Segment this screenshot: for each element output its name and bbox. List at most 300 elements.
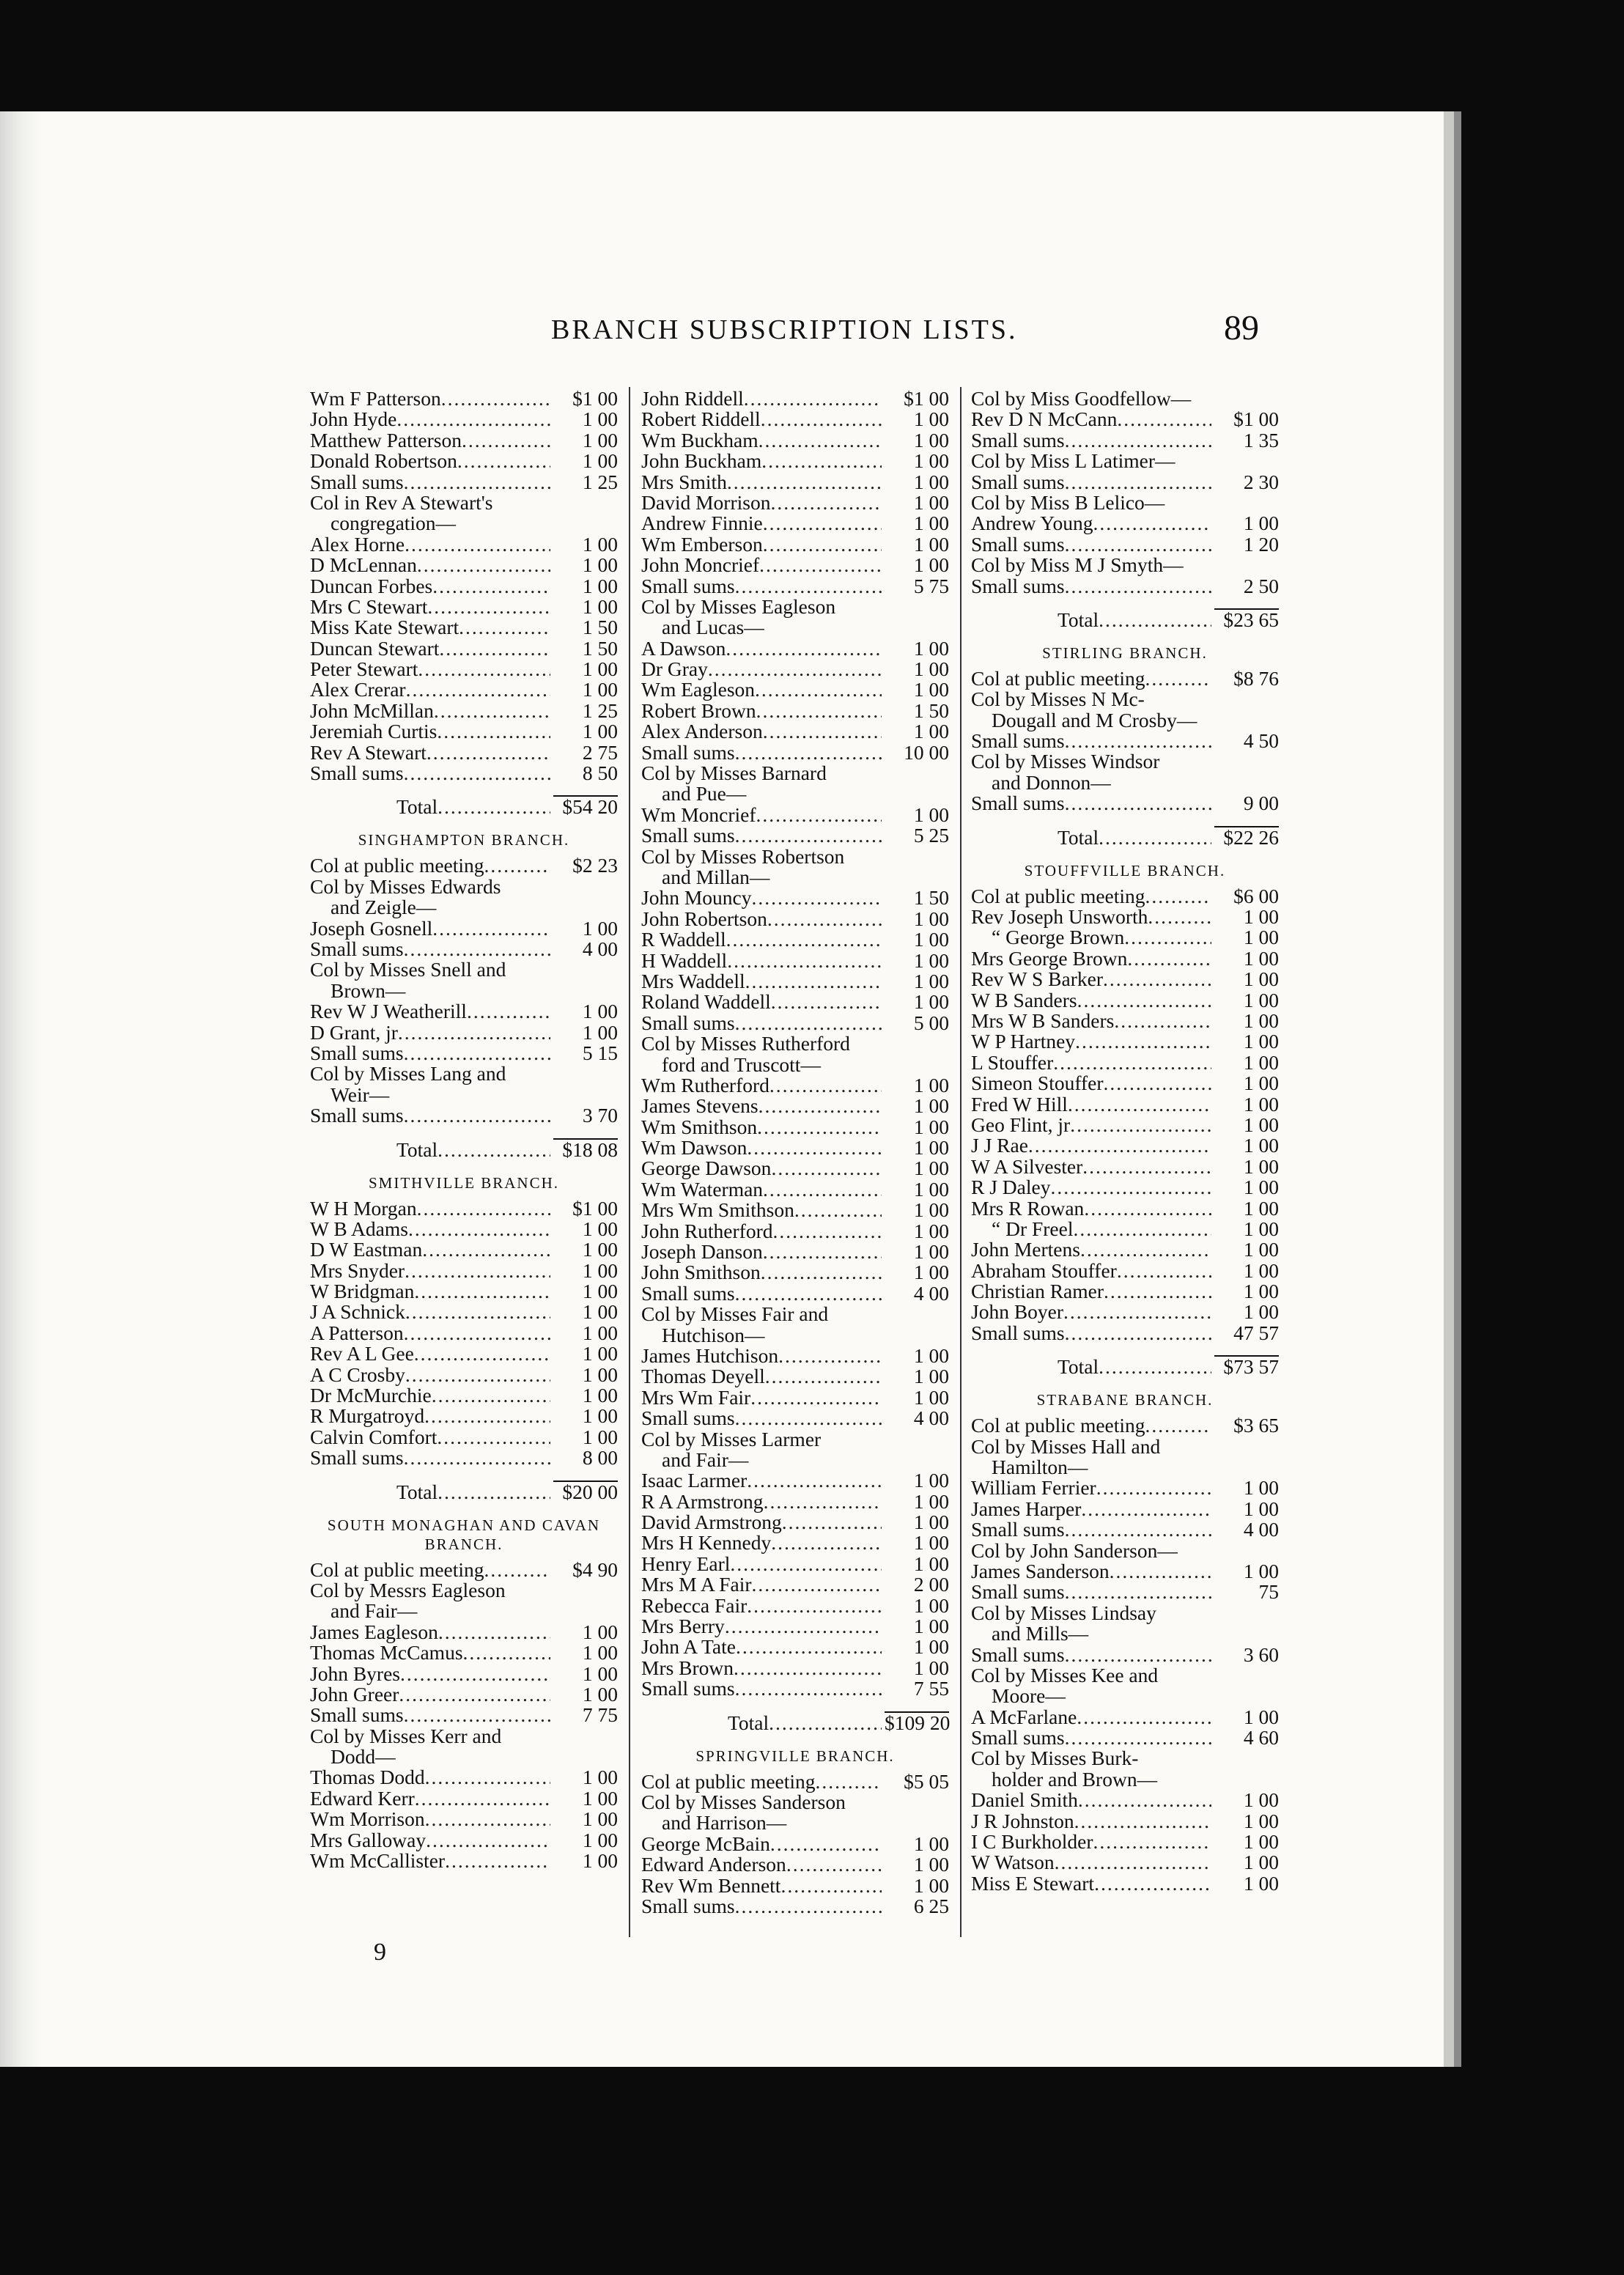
amount: 1 50	[582, 636, 618, 660]
amount: 1 00	[582, 1342, 618, 1365]
subscription-entry	[310, 1198, 618, 1219]
leader-dots	[1075, 1031, 1211, 1052]
subscription-entry	[971, 1323, 1279, 1343]
subscription-entry	[310, 1105, 618, 1126]
leader-dots	[1103, 969, 1211, 989]
subscriber-name: Mrs George Brown	[971, 946, 1128, 970]
subscription-entry	[971, 1281, 1279, 1302]
leader-dots	[437, 1427, 550, 1448]
collector-note: ford and Truscott—	[662, 1052, 821, 1076]
subscriber-name: Joseph Gosnell	[310, 916, 433, 940]
amount: 1 00	[1243, 1497, 1279, 1520]
subscriber-name: Rev Joseph Unsworth	[971, 905, 1148, 929]
leader-dots	[763, 1179, 882, 1200]
amount: $5 05	[904, 1769, 949, 1793]
subscription-entry	[310, 721, 618, 742]
subscriber-name: W Watson	[971, 1851, 1055, 1874]
leader-dots	[734, 1658, 882, 1678]
collector-note: Col in Rev A Stewart's	[310, 490, 493, 514]
subscriber-name: Wm McCallister	[310, 1849, 446, 1873]
subscriber-name: A McFarlane	[971, 1705, 1077, 1728]
subscriber-name: Small sums	[971, 532, 1065, 556]
subscriber-name: Small sums	[641, 740, 735, 764]
branch-heading: STIRLING BRANCH.	[1042, 644, 1208, 662]
subscriber-name: Wm Rutherford	[641, 1073, 769, 1096]
subscription-entry	[971, 1873, 1279, 1894]
total-label: Total	[396, 1480, 438, 1503]
subscription-entry	[641, 430, 949, 451]
collector-note: Dodd—	[331, 1745, 396, 1769]
subscription-entry	[971, 1239, 1279, 1260]
subscriber-name: J A Schnick	[310, 1300, 405, 1324]
subscriber-name: Wm Waterman	[641, 1177, 764, 1201]
leader-dots	[726, 638, 882, 659]
subscription-entry	[971, 1052, 1279, 1073]
subscription-entry	[641, 929, 949, 950]
subscription-entry	[641, 679, 949, 700]
subscriber-name: Miss Kate Stewart	[310, 616, 459, 639]
subscriber-name: David Armstrong	[641, 1511, 782, 1534]
subscriber-name: Small sums	[641, 1894, 735, 1917]
leader-dots	[1082, 1157, 1211, 1177]
subscriber-name: Small sums	[641, 574, 735, 597]
subscriber-name: Small sums	[310, 1104, 404, 1127]
amount: 1 00	[582, 1682, 618, 1706]
subscription-entry	[310, 451, 618, 471]
subscription-entry	[641, 409, 949, 429]
subscriber-name: John Mertens	[971, 1238, 1080, 1261]
subscription-entry	[971, 1519, 1279, 1540]
amount: 1 00	[582, 532, 618, 556]
amount: 1 00	[913, 512, 949, 535]
subscriber-name: Col at public meeting	[641, 1769, 816, 1793]
leader-dots	[735, 576, 882, 597]
subscriber-name: Rev W S Barker	[971, 967, 1103, 991]
subscription-entry	[971, 1499, 1279, 1519]
amount: $6 00	[1233, 884, 1279, 907]
amount: 1 00	[913, 1177, 949, 1201]
subscriber-name: Wm Morrison	[310, 1807, 425, 1831]
subscriber-name: Alex Anderson	[641, 720, 763, 743]
subscriber-name: Small sums	[971, 1726, 1065, 1749]
subscription-entry	[641, 1221, 949, 1242]
subscription-entry	[310, 1365, 618, 1385]
total-label: Total	[1058, 1355, 1099, 1379]
amount: 1 00	[1243, 1176, 1279, 1199]
subscription-entry	[310, 1622, 618, 1642]
leader-dots	[708, 659, 882, 679]
amount: 1 00	[582, 1404, 618, 1428]
leader-dots	[761, 451, 882, 471]
subscription-entry	[641, 388, 949, 409]
total-label: Total	[396, 1138, 438, 1161]
subscription-entry	[641, 534, 949, 555]
column-3	[971, 388, 1279, 1894]
subscriber-name: Small sums	[310, 1041, 404, 1064]
amount: 1 00	[913, 1615, 949, 1638]
leader-dots	[744, 388, 882, 409]
amount: $8 76	[1233, 666, 1279, 690]
total-label: Total	[396, 795, 438, 819]
leader-dots	[404, 472, 550, 493]
subscription-entry	[641, 1096, 949, 1116]
leader-dots	[1078, 1790, 1211, 1810]
amount: 1 00	[1243, 1280, 1279, 1303]
subscriber-name: Mrs Wm Fair	[641, 1385, 751, 1409]
leader-dots	[1063, 1302, 1211, 1322]
running-header: BRANCH SUBSCRIPTION LISTS.	[551, 314, 1018, 345]
leader-dots	[759, 555, 882, 575]
total-amount: $20 00	[553, 1481, 618, 1502]
subscription-entry	[310, 679, 618, 700]
subscriber-name: Robert Riddell	[641, 408, 761, 431]
leader-dots	[418, 659, 550, 679]
amount: 1 00	[913, 1511, 949, 1534]
amount: 3 60	[1243, 1642, 1279, 1666]
amount: 1 00	[1243, 1559, 1279, 1582]
subscriber-name: Wm F Patterson	[310, 387, 441, 410]
amount: 1 00	[582, 1384, 618, 1407]
subscriber-name: William Ferrier	[971, 1476, 1096, 1500]
leader-dots	[1124, 927, 1211, 948]
leader-dots	[770, 1834, 882, 1854]
subscription-entry	[641, 992, 949, 1012]
subscriber-name: Daniel Smith	[971, 1788, 1078, 1812]
collector-note: and Fair—	[331, 1599, 418, 1623]
subscriber-name: R Murgatroyd	[310, 1404, 425, 1428]
subscription-entry	[641, 805, 949, 825]
subscriber-name: Mrs H Kennedy	[641, 1531, 772, 1555]
leader-dots	[1065, 534, 1211, 555]
amount: 1 00	[582, 1300, 618, 1324]
subscription-entry	[310, 763, 618, 783]
leader-dots	[1053, 1052, 1211, 1073]
subscriber-name: R J Daley	[971, 1176, 1051, 1199]
subscription-entry	[971, 1561, 1279, 1582]
amount: 1 00	[1243, 1788, 1279, 1812]
leader-dots	[745, 971, 882, 992]
subscription-entry	[971, 1258, 1279, 1282]
amount: 1 00	[582, 1280, 618, 1303]
amount: 1 00	[582, 678, 618, 701]
leader-dots	[759, 430, 882, 451]
leader-dots	[726, 929, 882, 950]
amount: 8 50	[582, 762, 618, 785]
leader-dots	[1065, 1519, 1211, 1540]
leader-dots	[778, 1346, 882, 1366]
amount: 1 00	[582, 428, 618, 451]
collector-note: Col by Miss B Lelico—	[971, 490, 1165, 514]
subscription-entry	[641, 1013, 949, 1033]
subscriber-name: Small sums	[310, 470, 404, 493]
subscriber-name: Small sums	[641, 1406, 735, 1430]
leader-dots	[1104, 1073, 1211, 1094]
subscriber-name: Small sums	[971, 470, 1065, 493]
collector-note: and Harrison—	[662, 1811, 787, 1835]
subscriber-name: Small sums	[641, 1011, 735, 1034]
subscription-entry	[641, 1408, 949, 1428]
amount: $1 00	[904, 387, 949, 410]
subscription-entry	[641, 971, 949, 992]
subscriber-name: Mrs Snyder	[310, 1258, 405, 1282]
collector-note: Col by Miss M J Smyth—	[971, 553, 1184, 577]
branch-total	[971, 1355, 1279, 1377]
leader-dots	[422, 1239, 550, 1260]
subscriber-name: James Sanderson	[971, 1559, 1110, 1582]
amount: 6 25	[913, 1894, 949, 1917]
subscriber-name: Small sums	[641, 824, 735, 847]
leader-dots	[399, 1684, 550, 1705]
amount: 1 00	[913, 1853, 949, 1876]
subscriber-name: Thomas McCamus	[310, 1641, 463, 1664]
collector-note: and Pue—	[662, 782, 747, 805]
subscriber-name: Wm Smithson	[641, 1115, 758, 1138]
amount: 1 00	[1243, 1217, 1279, 1240]
amount: 4 50	[1243, 729, 1279, 753]
subscriber-name: W Bridgman	[310, 1280, 415, 1303]
subscription-entry	[310, 594, 618, 618]
amount: 1 00	[913, 1593, 949, 1617]
total-amount: $23 65	[1214, 608, 1279, 630]
amount: 1 00	[582, 1620, 618, 1643]
amount: 10 00	[904, 740, 949, 764]
amount: 1 00	[1243, 1809, 1279, 1832]
collector-note: Col by Miss L Latimer—	[971, 449, 1175, 473]
amount: $1 00	[572, 387, 618, 410]
amount: $2 23	[572, 854, 618, 877]
signature-mark: 9	[374, 1939, 386, 1966]
subscription-entry	[641, 1075, 949, 1096]
amount: 7 55	[913, 1677, 949, 1700]
subscription-entry	[971, 430, 1279, 451]
leader-dots	[405, 1365, 550, 1385]
subscription-entry	[971, 907, 1279, 927]
amount: 1 00	[582, 1807, 618, 1831]
subscriber-name: Alex Horne	[310, 532, 405, 556]
subscription-entry	[971, 1219, 1279, 1239]
amount: 1 00	[582, 916, 618, 940]
page-edge-dark	[1454, 111, 1461, 2067]
leader-dots	[1114, 1011, 1211, 1031]
amount: 1 00	[913, 428, 949, 451]
subscriber-name: D Grant, jr	[310, 1020, 398, 1044]
amount: 1 00	[1243, 1238, 1279, 1261]
leader-dots	[816, 1771, 882, 1792]
leader-dots	[747, 1138, 882, 1158]
leader-dots	[752, 888, 882, 908]
subscriber-name: Wm Moncrief	[641, 803, 756, 826]
subscription-entry	[310, 617, 618, 638]
amount: 1 00	[913, 803, 949, 826]
subscriber-name: John Greer	[310, 1682, 399, 1706]
collector-note: Col by Misses Rutherford	[641, 1032, 850, 1055]
subscriber-name: John Byres	[310, 1662, 400, 1685]
subscriber-name: John Boyer	[971, 1300, 1064, 1324]
subscription-entry	[310, 1684, 618, 1705]
subscriber-name: Col at public meeting	[310, 1557, 484, 1581]
leader-dots	[764, 1492, 882, 1512]
leader-dots	[1070, 1115, 1211, 1135]
page-gutter-shadow	[0, 111, 43, 2067]
subscription-entry	[641, 1117, 949, 1138]
subscription-entry	[641, 721, 949, 742]
leader-dots	[400, 1664, 550, 1684]
subscription-entry	[971, 1852, 1279, 1873]
amount: 2 00	[913, 1573, 949, 1596]
leader-dots	[417, 555, 550, 575]
subscriber-name: Wm Buckham	[641, 428, 759, 451]
column-rule	[960, 387, 962, 1937]
subscriber-name: David Morrison	[641, 490, 771, 514]
amount: 1 00	[582, 1238, 618, 1261]
leader-dots	[1065, 1582, 1211, 1602]
subscriber-name: Simeon Stouffer	[971, 1072, 1104, 1095]
leader-dots	[1117, 1261, 1211, 1281]
collector-note: and Lucas—	[662, 616, 764, 639]
subscriber-name: Edward Kerr	[310, 1786, 415, 1810]
leader-dots	[755, 679, 882, 700]
amount: 1 00	[1243, 1476, 1279, 1500]
leader-dots	[1117, 409, 1211, 429]
subscriber-name: Christian Ramer	[971, 1280, 1104, 1303]
subscriber-name: James Stevens	[641, 1094, 759, 1118]
amount: 1 00	[582, 657, 618, 681]
subscription-entry	[641, 1658, 949, 1678]
collector-note: Col by Misses Edwards	[310, 874, 501, 898]
subscription-entry	[310, 1767, 618, 1788]
leader-dots	[404, 939, 550, 959]
subscriber-name: Calvin Comfort	[310, 1425, 438, 1448]
subscription-entry	[310, 472, 618, 493]
subscription-entry	[641, 1771, 949, 1792]
subscriber-name: John McMillan	[310, 698, 434, 722]
subscriber-name: R Waddell	[641, 928, 726, 951]
amount: 1 00	[582, 1020, 618, 1044]
subscriber-name: John Moncrief	[641, 553, 760, 577]
subscription-entry	[310, 1448, 618, 1468]
leader-dots	[1099, 1357, 1211, 1377]
subscription-entry	[971, 793, 1279, 814]
leader-dots	[1145, 668, 1211, 689]
collector-note: Col by Messrs Eagleson	[310, 1578, 506, 1601]
branch-total	[310, 1138, 618, 1160]
subscriber-name: Col at public meeting	[310, 854, 484, 877]
amount: 1 00	[582, 594, 618, 618]
total-label: Total	[728, 1711, 769, 1734]
subscriber-name: Isaac Larmer	[641, 1469, 748, 1492]
subscription-entry	[641, 1533, 949, 1553]
amount: 1 00	[913, 1635, 949, 1659]
subscription-entry	[310, 1239, 618, 1260]
amount: 1 00	[582, 408, 618, 431]
amount: 1 50	[913, 886, 949, 910]
amount: 5 75	[913, 574, 949, 597]
collector-note: Col by Misses Lang and	[310, 1062, 506, 1085]
subscriber-name: Small sums	[310, 937, 404, 960]
subscriber-name: Matthew Patterson	[310, 428, 462, 451]
subscriber-name: James Eagleson	[310, 1620, 438, 1643]
subscriber-name: Col at public meeting	[971, 884, 1145, 907]
column-1	[310, 388, 618, 1871]
leader-dots	[756, 805, 882, 825]
leader-dots	[763, 1242, 882, 1262]
leader-dots	[432, 576, 550, 597]
subscription-entry	[310, 1219, 618, 1239]
amount: 1 00	[913, 1469, 949, 1492]
amount: 1 00	[582, 1258, 618, 1282]
subscriber-name: John Riddell	[641, 387, 744, 410]
amount: 3 70	[582, 1104, 618, 1127]
subscription-entry	[641, 909, 949, 929]
subscription-entry	[641, 490, 949, 514]
subscriber-name: Small sums	[971, 1580, 1065, 1604]
leader-dots	[426, 1830, 550, 1851]
amount: 1 00	[913, 1157, 949, 1180]
subscription-entry	[971, 534, 1279, 555]
amount: 1 50	[582, 616, 618, 639]
subscription-entry	[641, 1678, 949, 1699]
amount: 1 00	[913, 553, 949, 577]
subscriber-name: Thomas Dodd	[310, 1766, 425, 1789]
subscription-entry	[310, 1302, 618, 1322]
subscriber-name: W P Hartney	[971, 1030, 1076, 1053]
leader-dots	[1110, 1561, 1211, 1582]
amount: 5 25	[913, 824, 949, 847]
leader-dots	[1050, 1177, 1211, 1198]
leader-dots	[441, 388, 550, 409]
subscriber-name: Rebecca Fair	[641, 1593, 748, 1617]
subscriber-name: Small sums	[971, 1642, 1065, 1666]
leader-dots	[463, 1642, 550, 1663]
subscription-entry	[641, 1242, 949, 1262]
subscription-entry	[310, 409, 618, 429]
leader-dots	[727, 472, 882, 493]
branch-total	[971, 608, 1279, 630]
subscriber-name: Mrs W B Sanders	[971, 1009, 1115, 1032]
subscriber-name: John Hyde	[310, 408, 397, 431]
subscriber-name: James Harper	[971, 1497, 1082, 1520]
leader-dots	[773, 1221, 882, 1242]
amount: 8 00	[582, 1446, 618, 1470]
amount: 4 00	[1243, 1518, 1279, 1541]
total-amount: $109 20	[885, 1711, 951, 1734]
amount: 1 00	[1243, 1134, 1279, 1157]
leader-dots	[1065, 576, 1211, 597]
subscription-entry	[310, 1385, 618, 1406]
subscription-entry	[641, 1574, 949, 1595]
amount: 1 00	[913, 720, 949, 743]
subscription-entry	[641, 1489, 949, 1513]
leader-dots	[484, 1560, 550, 1580]
subscriber-name: Duncan Stewart	[310, 636, 440, 660]
leader-dots	[756, 701, 882, 721]
amount: 1 00	[913, 1365, 949, 1388]
subscriber-name: W B Sanders	[971, 988, 1077, 1011]
leader-dots	[1096, 1478, 1211, 1498]
leader-dots	[752, 1574, 882, 1595]
subscription-entry	[641, 1283, 949, 1304]
amount: 1 00	[1243, 1030, 1279, 1053]
leader-dots	[438, 1482, 550, 1502]
leader-dots	[782, 1512, 882, 1533]
collector-note: Col by Misses Burk-	[971, 1747, 1139, 1770]
leader-dots	[414, 1343, 550, 1364]
subscriber-name: Mrs Berry	[641, 1615, 725, 1638]
leader-dots	[735, 1678, 882, 1699]
amount: 1 00	[913, 928, 949, 951]
amount: 4 00	[913, 1406, 949, 1430]
subscriber-name: Small sums	[641, 1281, 735, 1305]
